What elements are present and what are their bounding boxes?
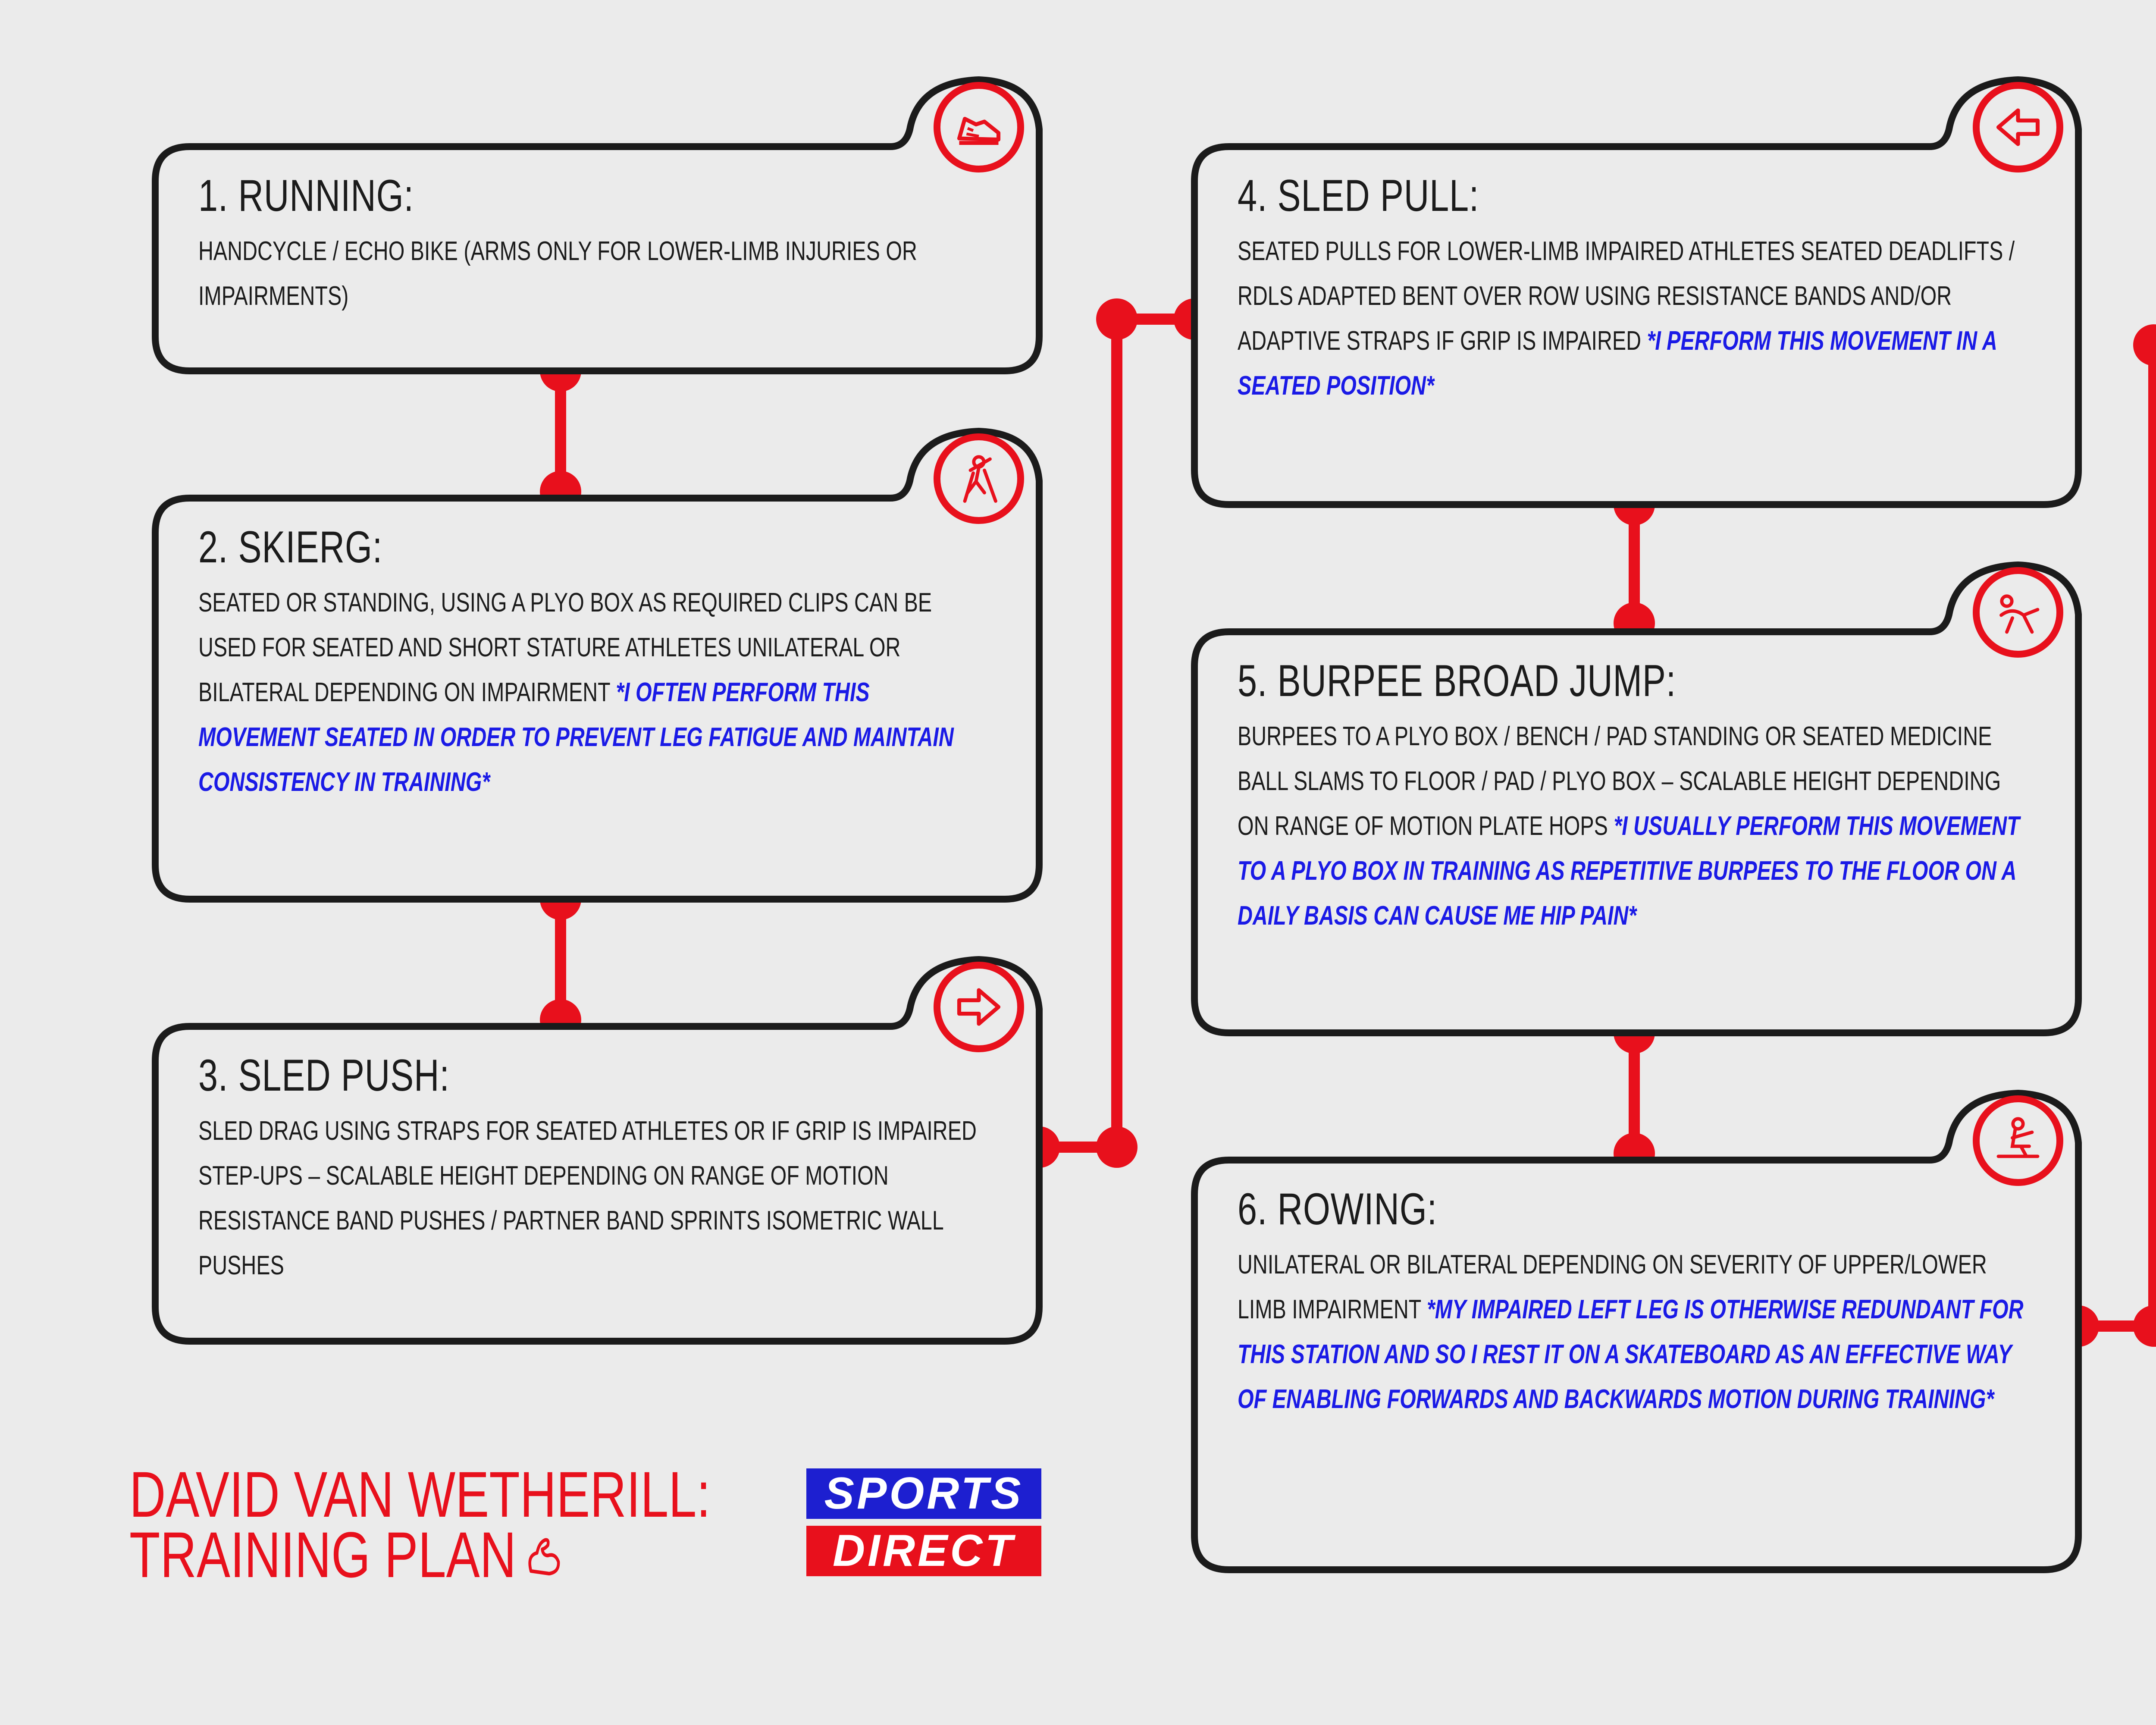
- station-card-6: [1194, 1078, 2078, 1570]
- station-description: [198, 1109, 990, 1288]
- plan-title-line1: DAVID VAN WETHERILL:: [129, 1458, 711, 1531]
- connector-node: [1096, 298, 1138, 340]
- station-title: 6. ROWING:: [1238, 1184, 1437, 1234]
- station-card-4: [1194, 65, 2078, 505]
- station-card-5: [1194, 550, 2078, 1033]
- station-icon-badge: [1973, 567, 2063, 658]
- connector-node: [1096, 1126, 1138, 1168]
- station-alternatives: SEATED OR STANDING, USING A PLYO BOX AS REQUIRED CLIPS CAN BE USED FOR SEATED AND SHORT STATURE ATHLETES UNILATERAL OR BILATERAL DEPENDING ON IMPAIRMENT: [198, 588, 932, 707]
- station-content: [1238, 656, 2031, 938]
- station-alternatives: UNILATERAL OR BILATERAL DEPENDING ON SEVERITY OF UPPER/LOWER LIMB IMPAIRMENT: [1238, 1250, 1987, 1324]
- station-alternatives: HANDCYCLE / ECHO BIKE (ARMS ONLY FOR LOWER-LIMB INJURIES OR IMPAIRMENTS): [198, 236, 917, 311]
- skier-icon: [951, 451, 1007, 507]
- rower-icon: [1990, 1113, 2046, 1169]
- station-card-1: [155, 65, 1039, 371]
- station-title: 4. SLED PULL:: [1238, 171, 1479, 221]
- arrow-right-icon: [951, 979, 1007, 1035]
- station-alternatives: SEATED PULLS FOR LOWER-LIMB IMPAIRED ATHLETES SEATED DEADLIFTS / RDLS ADAPTED BENT OVER ROW USING RESISTANCE BANDS AND/OR ADAPTIVE STRAPS IF GRIP IS IMPAIRED: [1238, 236, 2015, 356]
- station-card-2: [155, 416, 1039, 899]
- sports-direct-logo: [806, 1468, 1041, 1576]
- station-icon-badge: [1973, 82, 2063, 172]
- station-description: [1238, 714, 2030, 938]
- station-title: 2. SKIERG:: [198, 522, 383, 572]
- station-icon-badge: [934, 962, 1024, 1052]
- station-description: [1238, 1242, 2030, 1422]
- station-personal-note: *I OFTEN PERFORM THIS MOVEMENT SEATED IN ORDER TO PREVENT LEG FATIGUE AND MAINTAIN CONSISTENCY IN TRAINING*: [198, 677, 954, 797]
- station-description: [1238, 229, 2030, 408]
- logo-line2: DIRECT: [806, 1526, 1041, 1576]
- station-content: [1238, 170, 2031, 408]
- station-title: 1. RUNNING:: [198, 171, 414, 221]
- station-icon-badge: [934, 433, 1024, 524]
- station-description: [198, 229, 990, 319]
- station-content: [198, 522, 992, 805]
- station-alternatives: BURPEES TO A PLYO BOX / BENCH / PAD STANDING OR SEATED MEDICINE BALL SLAMS TO FLOOR / PAD / PLYO BOX – SCALABLE HEIGHT DEPENDING ON RANGE OF MOTION PLATE HOPS: [1238, 721, 2001, 841]
- station-personal-note: *MY IMPAIRED LEFT LEG IS OTHERWISE REDUNDANT FOR THIS STATION AND SO I REST IT ON A SKATEBOARD AS AN EFFECTIVE WAY OF ENABLING FORWARDS AND BACKWARDS MOTION DURING TRAINING*: [1238, 1295, 2024, 1414]
- station-content: [1238, 1184, 2031, 1422]
- station-content: [198, 170, 992, 319]
- station-title: 5. BURPEE BROAD JUMP:: [1238, 656, 1677, 706]
- plan-title: [129, 1458, 711, 1591]
- connector-node: [2133, 1305, 2156, 1347]
- flexed-bicep-icon: [523, 1530, 564, 1581]
- connector-node: [2133, 324, 2156, 366]
- station-description: [198, 580, 990, 805]
- station-personal-note: *I USUALLY PERFORM THIS MOVEMENT TO A PLYO BOX IN TRAINING AS REPETITIVE BURPEES TO THE FLOOR ON A DAILY BASIS CAN CAUSE ME HIP PAIN*: [1238, 811, 2020, 931]
- arrow-left-icon: [1990, 99, 2046, 155]
- running-shoe-icon: [951, 99, 1007, 155]
- burpee-icon: [1990, 584, 2046, 640]
- station-card-3: [155, 944, 1039, 1341]
- station-personal-note: *I PERFORM THIS MOVEMENT IN A SEATED POSITION*: [1238, 326, 1997, 401]
- station-content: [198, 1050, 992, 1288]
- logo-line1: SPORTS: [806, 1468, 1041, 1519]
- plan-title-line2: TRAINING PLAN: [129, 1518, 517, 1591]
- station-alternatives: SLED DRAG USING STRAPS FOR SEATED ATHLETES OR IF GRIP IS IMPAIRED STEP-UPS – SCALABLE HEIGHT DEPENDING ON RANGE OF MOTION RESISTANCE BAND PUSHES / PARTNER BAND SPRINTS ISOMETRIC WALL PUSHES: [198, 1116, 977, 1280]
- station-title: 3. SLED PUSH:: [198, 1051, 450, 1101]
- station-icon-badge: [934, 82, 1024, 172]
- station-icon-badge: [1973, 1095, 2063, 1186]
